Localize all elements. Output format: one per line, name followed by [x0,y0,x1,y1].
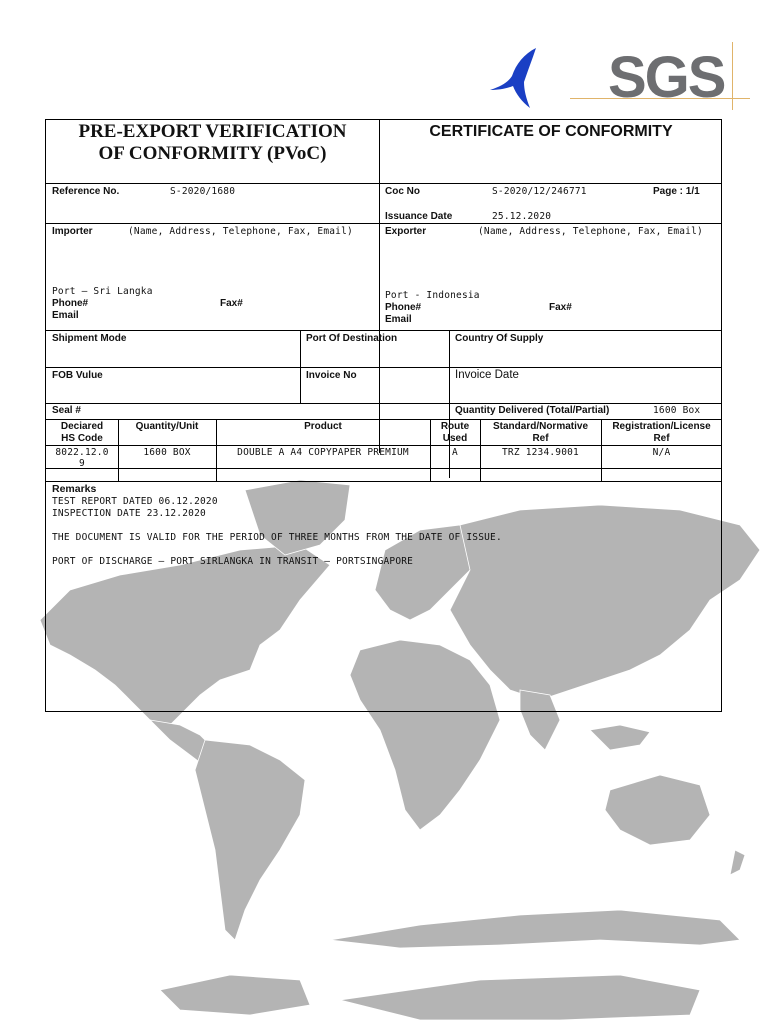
reference-label: Reference No. [52,186,120,197]
importer-email-label: Email [52,310,79,321]
coc-value: S-2020/12/246771 [492,186,587,197]
standard-header-line2: Ref [532,433,549,444]
route-header-line2: Used [442,433,468,444]
hs-code-header-line1: Deciared [60,421,104,432]
divider [46,468,722,469]
exporter-fax-label: Fax# [549,302,572,313]
divider [379,120,380,184]
destination-label: Port Of Destination [306,333,398,344]
divider [46,330,722,331]
remarks-line4: PORT OF DISCHARGE – PORT SIRLANGKA IN TRANSIT – PORTSINGAPORE [52,556,414,567]
fob-label: FOB Vulue [52,370,103,381]
divider [46,419,722,420]
route-header-line1: Route [440,421,470,432]
importer-port: Port – Sri Langka [52,286,153,297]
table-row-hs-code [46,447,118,469]
invoice-no-label: Invoice No [306,370,357,381]
pvoc-title-line1: PRE-EXPORT VERIFICATION [78,121,347,142]
table-row-route: A [452,447,458,458]
importer-hint: (Name, Address, Telephone, Fax, Email) [128,226,353,237]
exporter-email-label: Email [385,314,412,325]
seal-label: Seal # [52,405,81,416]
divider [46,367,722,368]
exporter-hint: (Name, Address, Telephone, Fax, Email) [478,226,703,237]
remarks-line1: TEST REPORT DATED 06.12.2020 [52,496,218,507]
registration-header-line2: Ref [653,433,670,444]
product-header: Product [304,421,342,432]
shipment-mode-label: Shipment Mode [52,333,127,344]
remarks-line3: THE DOCUMENT IS VALID FOR THE PERIOD OF THREE MONTHS FROM THE DATE OF ISSUE. [52,532,502,543]
certificate-form [45,119,722,712]
divider [46,445,722,446]
importer-phone-label: Phone# [52,298,89,309]
remarks-label: Remarks [52,483,97,495]
page-number: Page : 1/1 [653,186,700,197]
coc-label: Coc No [385,186,420,197]
hs-code-header [46,421,118,445]
pvoc-title [46,120,379,165]
exporter-port: Port - Indonesia [385,290,480,301]
table-row-standard: TRZ 1234.9001 [502,447,579,458]
issuance-label: Issuance Date [385,211,453,222]
sgs-logo-text: SGS [608,45,725,110]
supply-label: Country Of Supply [455,333,544,344]
invoice-date-label: Invoice Date [455,369,519,381]
route-header [430,421,480,445]
bird-logo-icon [480,46,550,116]
qty-delivered-value: 1600 Box [653,405,701,416]
quantity-header: Quantity/Unit [135,421,199,432]
remarks-line2: INSPECTION DATE 23.12.2020 [52,508,206,519]
importer-label: Importer [52,226,93,237]
divider [46,403,722,404]
table-row-quantity: 1600 BOX [143,447,191,458]
exporter-phone-label: Phone# [385,302,422,313]
registration-header-line1: Registration/License [612,421,711,432]
hs-code-header-line2: HS Code [61,433,103,444]
pvoc-title-line2: OF CONFORMITY (PVoC) [98,143,327,164]
table-row-product: DOUBLE A A4 COPYPAPER PREMIUM [237,447,409,458]
reference-value: S-2020/1680 [170,186,236,197]
hs-code-value-line2: 9 [79,458,85,469]
registration-header [601,421,722,445]
divider [46,183,722,184]
table-row-registration: N/A [652,447,671,458]
divider [46,481,722,482]
qty-delivered-label: Quantity Delivered (Total/Partial) [455,405,610,416]
certificate-title: CERTIFICATE OF CONFORMITY [429,123,673,140]
importer-fax-label: Fax# [220,298,243,309]
logo-rule-vertical [732,42,733,110]
standard-header-line1: Standard/Normative [492,421,589,432]
issuance-value: 25.12.2020 [492,211,552,222]
exporter-label: Exporter [385,226,427,237]
hs-code-value-line1: 8022.12.0 [55,447,109,458]
divider [46,223,722,224]
standard-header [480,421,601,445]
